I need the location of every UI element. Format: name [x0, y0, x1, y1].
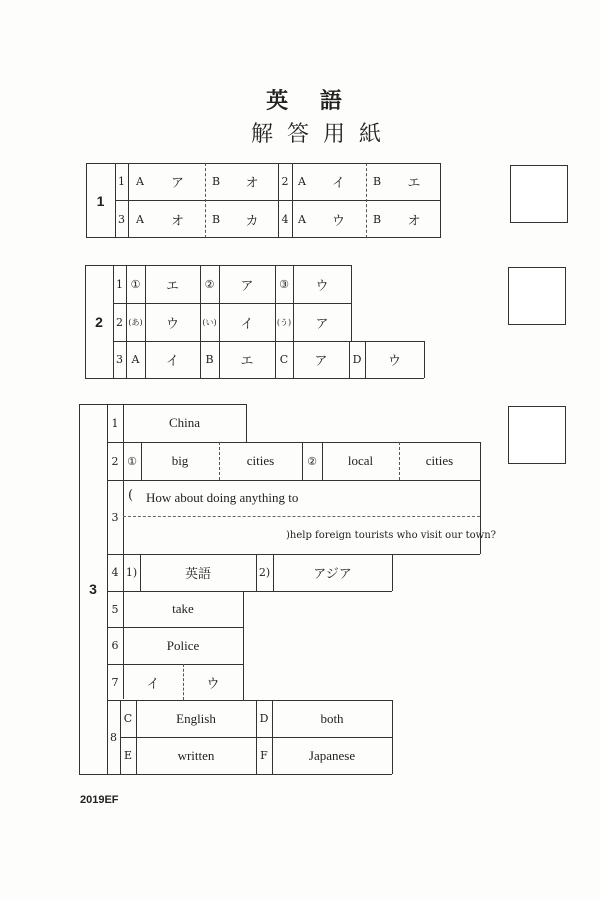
- answer-cell[interactable]: How about doing anything to: [146, 490, 299, 505]
- answer-cell[interactable]: Japanese: [308, 747, 356, 763]
- question-number: 5: [111, 602, 119, 616]
- marker: (あ): [128, 317, 143, 327]
- prompt-tail: )help foreign tourists who visit our town?: [286, 530, 496, 541]
- marker: F: [260, 749, 268, 762]
- question-number: 8: [110, 730, 117, 744]
- marker: (う): [276, 317, 292, 327]
- choice-label: B: [211, 175, 221, 188]
- answer-cell[interactable]: エ: [240, 354, 254, 369]
- marker: (い): [202, 317, 217, 327]
- section-number: 3: [89, 581, 97, 597]
- answer-cell[interactable]: ア: [240, 278, 254, 294]
- marker: 1): [125, 566, 138, 579]
- question-number: 2: [111, 454, 119, 468]
- question-number: 2: [281, 175, 289, 188]
- question-number: 6: [111, 639, 119, 652]
- answer-cell[interactable]: イ: [165, 354, 179, 369]
- choice-label: A: [136, 212, 144, 226]
- answer-cell[interactable]: ウ: [206, 676, 220, 692]
- question-number: 3: [118, 212, 125, 226]
- marker: A: [131, 353, 140, 366]
- score-box-1[interactable]: [510, 165, 568, 223]
- question-number: 2: [116, 315, 123, 329]
- answer-cell[interactable]: ウ: [331, 213, 345, 229]
- question-number: 1: [118, 175, 125, 188]
- marker: D: [352, 353, 362, 366]
- answer-cell[interactable]: Police: [166, 637, 200, 653]
- marker: ③: [279, 277, 289, 291]
- form-code: 2019EF: [80, 794, 119, 806]
- answer-cell[interactable]: take: [172, 601, 194, 616]
- page-subtitle: 解答用紙: [250, 122, 395, 147]
- answer-cell[interactable]: ウ: [315, 278, 329, 294]
- answer-cell[interactable]: cities: [246, 453, 275, 468]
- marker: C: [279, 353, 289, 366]
- choice-label: A: [298, 212, 306, 226]
- choice-label: B: [372, 175, 382, 188]
- answer-cell[interactable]: オ: [170, 213, 184, 229]
- section-number: 2: [95, 313, 103, 330]
- marker: ②: [204, 277, 215, 291]
- answer-cell[interactable]: エ: [165, 278, 179, 294]
- marker: ①: [127, 454, 137, 468]
- answer-cell[interactable]: China: [168, 415, 201, 430]
- question-number: 1: [116, 277, 123, 291]
- answer-cell[interactable]: アジア: [313, 567, 352, 582]
- score-box-3[interactable]: [508, 406, 566, 464]
- answer-cell[interactable]: ウ: [165, 316, 179, 332]
- answer-cell[interactable]: ア: [170, 176, 184, 191]
- answer-cell[interactable]: written: [177, 747, 215, 763]
- question-number: 7: [111, 675, 119, 689]
- answer-cell[interactable]: オ: [407, 213, 421, 229]
- section-number: 1: [96, 192, 105, 209]
- question-number: 4: [281, 212, 289, 226]
- answer-cell[interactable]: オ: [245, 176, 259, 191]
- answer-cell[interactable]: イ: [331, 176, 345, 191]
- marker: B: [205, 353, 214, 366]
- answer-cell[interactable]: 英語: [184, 567, 211, 582]
- answer-cell[interactable]: big: [171, 453, 189, 468]
- choice-label: B: [372, 212, 382, 226]
- answer-cell[interactable]: カ: [245, 213, 259, 229]
- answer-cell[interactable]: エ: [407, 176, 421, 191]
- answer-cell[interactable]: ア: [315, 316, 329, 332]
- answer-cell[interactable]: local: [347, 453, 374, 468]
- page-title: 英 語: [266, 88, 354, 114]
- marker: E: [123, 749, 133, 762]
- marker: ②: [307, 454, 317, 468]
- question-number: 3: [116, 353, 123, 366]
- answer-cell[interactable]: ウ: [387, 354, 401, 369]
- marker: C: [123, 712, 133, 725]
- marker: D: [259, 712, 269, 725]
- question-number: 4: [111, 566, 119, 579]
- question-number: 1: [111, 416, 119, 430]
- open-paren: (: [128, 488, 134, 503]
- choice-label: A: [136, 175, 144, 188]
- choice-label: B: [211, 212, 221, 226]
- answer-cell[interactable]: ア: [314, 354, 328, 369]
- marker: ①: [130, 277, 141, 291]
- answer-cell[interactable]: English: [176, 710, 216, 726]
- answer-cell[interactable]: cities: [425, 453, 454, 468]
- question-number: 3: [111, 510, 119, 524]
- answer-cell[interactable]: イ: [146, 676, 160, 692]
- choice-label: A: [298, 175, 306, 188]
- score-box-2[interactable]: [508, 267, 566, 325]
- marker: 2): [258, 566, 271, 579]
- answer-cell[interactable]: イ: [240, 316, 254, 332]
- answer-cell[interactable]: both: [320, 710, 344, 726]
